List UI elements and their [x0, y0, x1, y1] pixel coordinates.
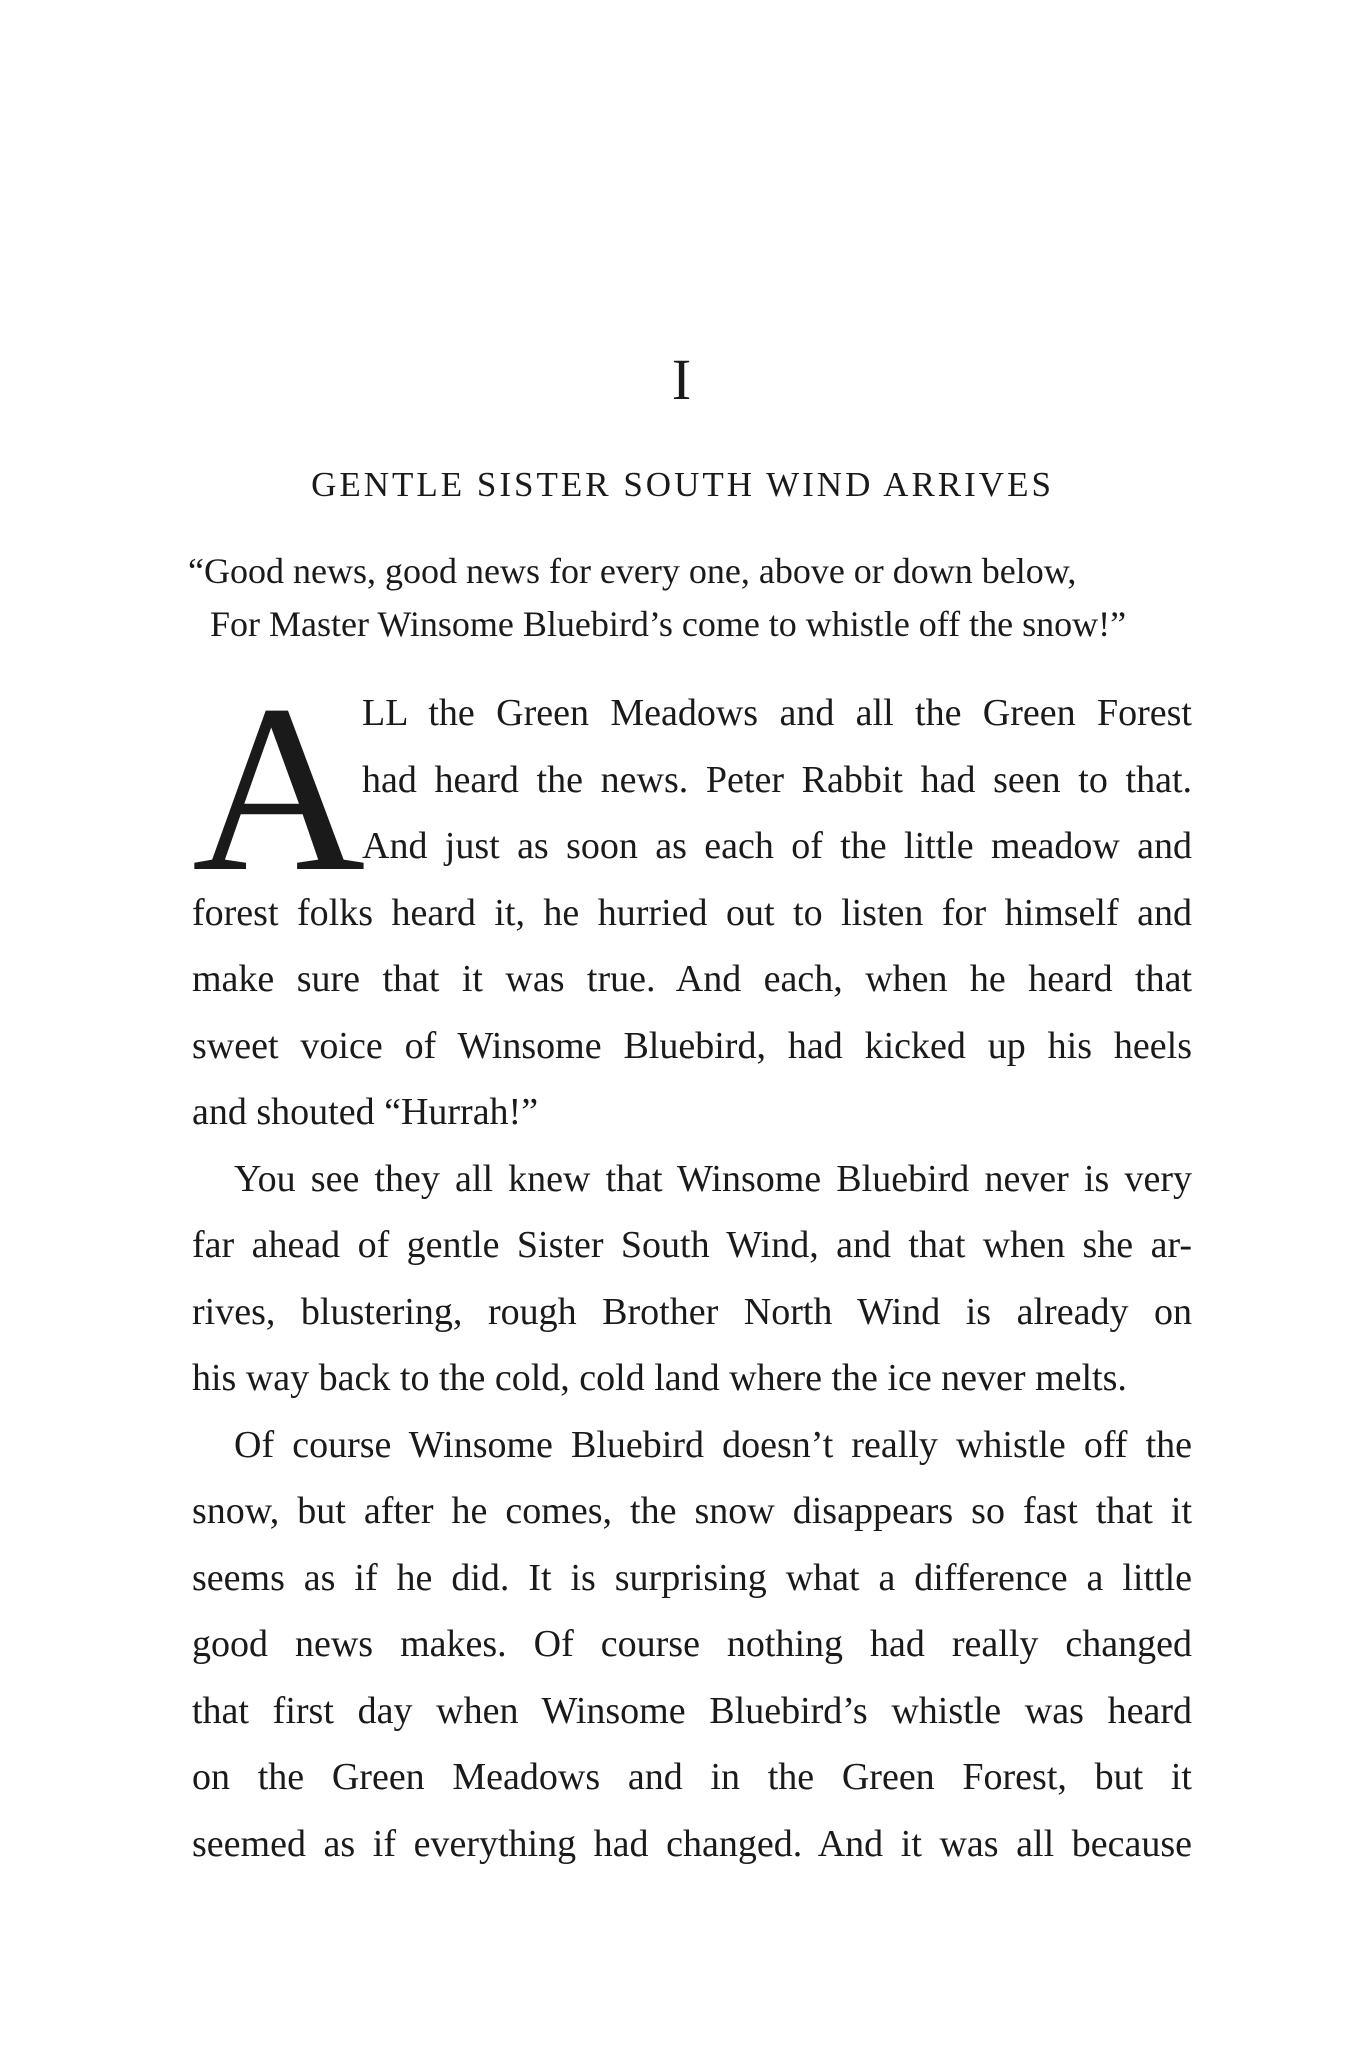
- text-line: seems as if he did. It is surprising what a difference a little: [192, 1556, 1192, 1599]
- epigraph-line: For Master Winsome Bluebird’s come to whistle off the snow!”: [210, 604, 1127, 644]
- epigraph-line: “Good news, good news for every one, above or down below,: [188, 551, 1077, 591]
- text-line: had heard the news. Peter Rabbit had seen to that.: [362, 758, 1192, 801]
- text-line: And just as soon as each of the little meadow and: [362, 825, 1192, 867]
- text-line: sweet voice of Winsome Bluebird, had kicked up his heels: [192, 1024, 1192, 1067]
- text-line: Of course Winsome Bluebird doesn’t really whistle off the: [234, 1423, 1192, 1466]
- epigraph: [188, 545, 1198, 651]
- text-line: You see they all knew that Winsome Bluebird never is very: [234, 1157, 1192, 1200]
- chapter-title: GENTLE SISTER SOUTH WIND ARRIVES: [311, 465, 1054, 504]
- text-line: good news makes. Of course nothing had really changed: [192, 1623, 1192, 1665]
- text-line: seemed as if everything had changed. And it was all because: [192, 1822, 1192, 1865]
- text-line: rives, blustering, rough Brother North Wind is already on: [192, 1290, 1192, 1333]
- text-line: on the Green Meadows and in the Green Forest, but it: [192, 1756, 1192, 1798]
- body-text: [192, 655, 1192, 1877]
- chapter-number: I: [671, 347, 694, 412]
- text-line: make sure that it was true. And each, when he heard that: [192, 958, 1192, 1000]
- text-line: his way back to the cold, cold land where the ice never melts.: [192, 1357, 1127, 1399]
- text-line: far ahead of gentle Sister South Wind, and that when she ar-: [192, 1224, 1192, 1266]
- text-line: that first day when Winsome Bluebird’s whistle was heard: [192, 1689, 1192, 1732]
- text-line: forest folks heard it, he hurried out to listen for himself and: [192, 891, 1192, 934]
- drop-cap: A: [192, 655, 366, 921]
- text-line: snow, but after he comes, the snow disappears so fast that it: [192, 1490, 1192, 1532]
- text-line: and shouted “Hurrah!”: [192, 1091, 539, 1133]
- text-line: LL the Green Meadows and all the Green Forest: [362, 692, 1192, 734]
